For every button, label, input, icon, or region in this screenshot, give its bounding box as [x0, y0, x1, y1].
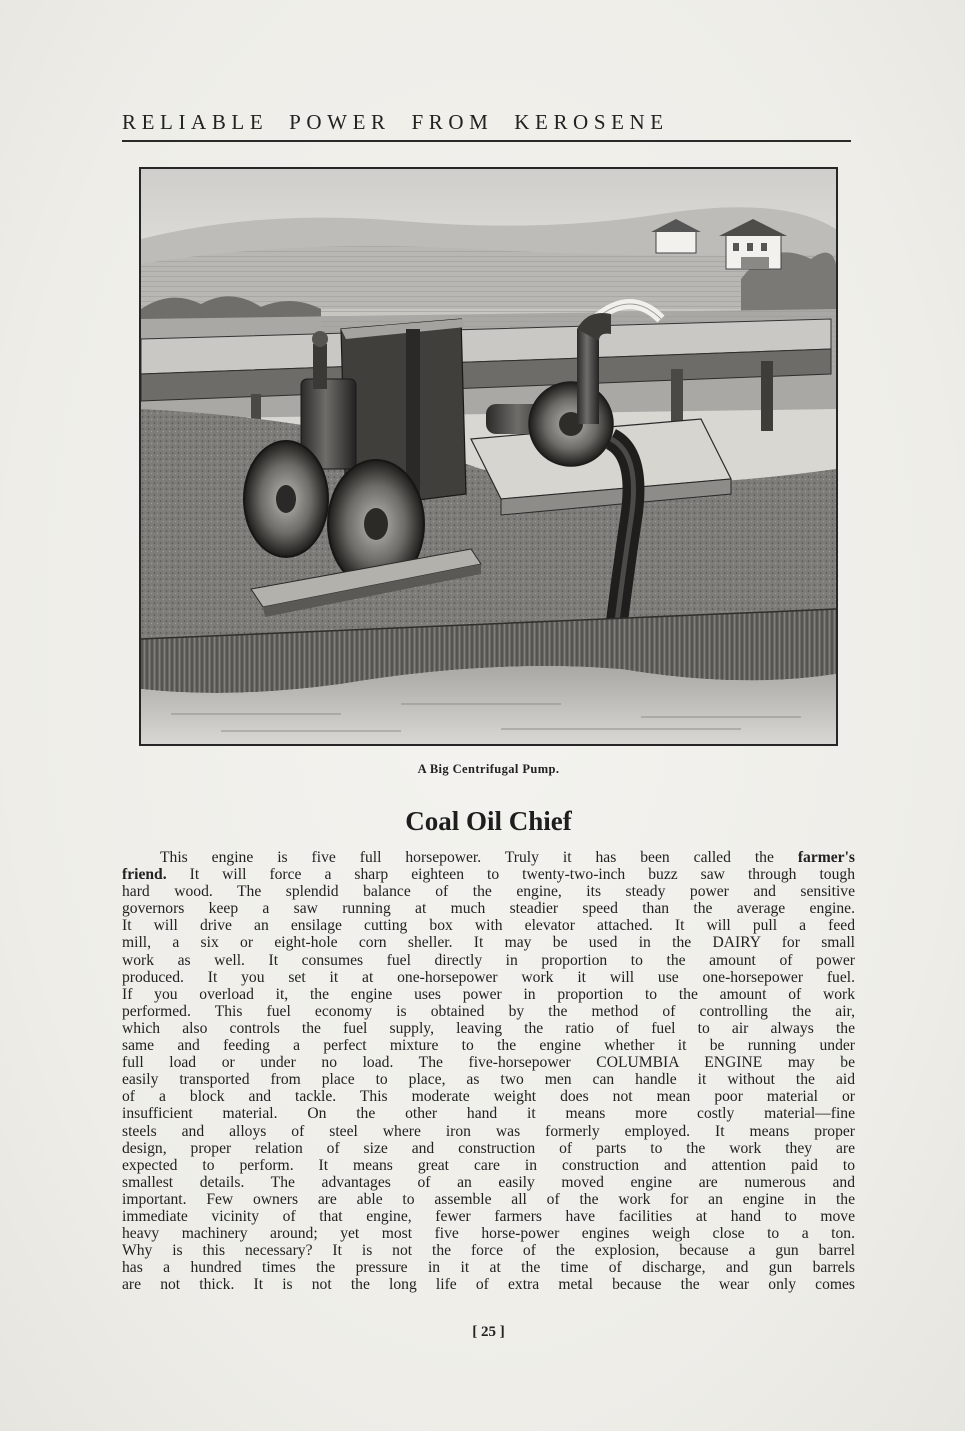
body-line: heavy machinery around; yet most five horse-power engines weigh close to a ton. [122, 1225, 855, 1243]
body-line: smallest details. The advantages of an easily moved engine are numerous and [122, 1173, 855, 1191]
body-line: insufficient material. On the other hand it means more costly material—fine [122, 1105, 855, 1123]
body-line: same and feeding a perfect mixture to the engine whether it be running under [122, 1037, 855, 1055]
body-line: mill, a six or eight-hole corn sheller. It may be used in the DAIRY for small [122, 934, 855, 952]
running-head: RELIABLE POWER FROM KEROSENE [122, 110, 669, 134]
body-line: work as well. It consumes fuel directly in proportion to the amount of power [122, 951, 855, 969]
body-line: If you overload it, the engine uses power in proportion to the amount of work [122, 985, 855, 1003]
body-line: friend. It will force a sharp eighteen to twenty-two-inch buzz saw through tough [122, 866, 855, 884]
body-line: This engine is five full horsepower. Truly it has been called the farmer's [160, 849, 855, 866]
body-line: performed. This fuel economy is obtained by the method of controlling the air, [122, 1002, 855, 1020]
body-line: has a hundred times the pressure in it at the time of discharge, and gun barrels [122, 1259, 855, 1277]
body-line: immediate vicinity of that engine, fewer farmers have facilities at hand to move [122, 1207, 855, 1225]
body-line: full load or under no load. The five-horsepower COLUMBIA ENGINE may be [122, 1054, 855, 1072]
body-line: which also controls the fuel supply, leaving the ratio of fuel to air always the [122, 1019, 855, 1037]
body-line: design, proper relation of size and construction of parts to the work they are [122, 1139, 855, 1157]
page-number: [ 25 ] [472, 1324, 505, 1340]
body-line: of a block and tackle. This moderate weight does not mean poor material or [122, 1088, 855, 1106]
centrifugal-pump-illustration [139, 167, 838, 746]
body-line: steels and alloys of steel where iron was formerly employed. It means proper [122, 1122, 855, 1140]
body-line: produced. It you set it at one-horsepower work it will use one-horsepower fuel. [122, 968, 855, 986]
article-body [122, 849, 855, 1293]
body-line: Why is this necessary? It is not the force of the explosion, because a gun barrel [122, 1242, 855, 1260]
body-line: easily transported from place to place, as two men can handle it without the aid [122, 1071, 855, 1089]
running-head-rule [122, 140, 851, 142]
body-line: hard wood. The splendid balance of the engine, its steady power and sensitive [122, 883, 855, 901]
body-line: expected to perform. It means great care in construction and attention paid to [122, 1156, 855, 1174]
body-line: are not thick. It is not the long life of extra metal because the wear only comes [122, 1276, 855, 1294]
figure-caption: A Big Centrifugal Pump. [417, 762, 560, 776]
body-line: important. Few owners are able to assemble all of the work for an engine in the [122, 1190, 855, 1208]
body-line: It will drive an ensilage cutting box with elevator attached. It will pull a feed [122, 917, 855, 935]
article-title: Coal Oil Chief [405, 806, 572, 836]
body-line: governors keep a saw running at much steadier speed than the average engine. [122, 900, 855, 918]
